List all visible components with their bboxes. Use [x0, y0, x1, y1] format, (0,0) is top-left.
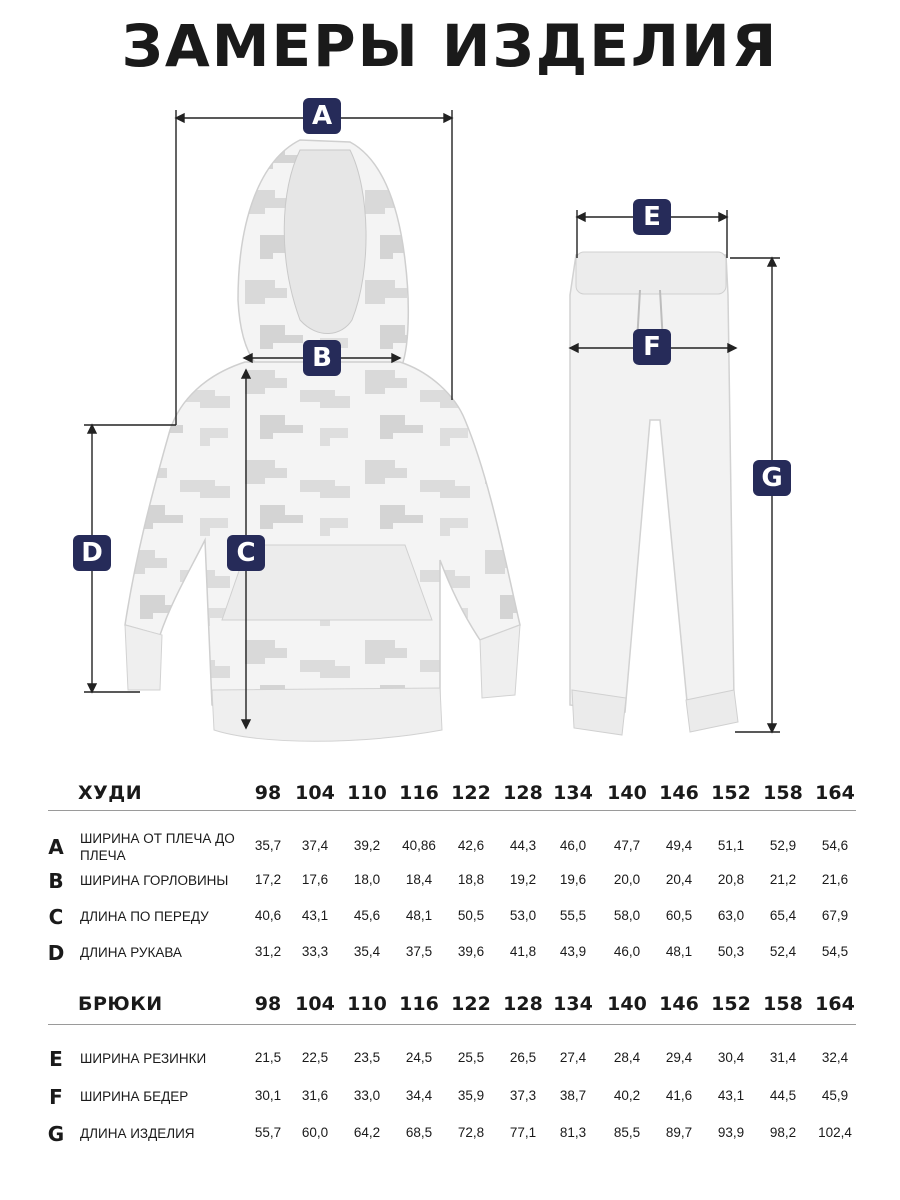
row-label: ДЛИНА РУКАВА	[80, 945, 182, 960]
table-cell: 55,5	[559, 908, 587, 923]
table-cell: 54,5	[821, 944, 849, 959]
table-cell: 35,9	[457, 1088, 485, 1103]
size-header: 104	[295, 993, 335, 1015]
table-cell: 47,7	[613, 838, 641, 853]
size-header: 152	[711, 993, 751, 1015]
table-cell: 29,4	[665, 1050, 693, 1065]
row-letter: F	[49, 1085, 63, 1109]
table-cell: 18,4	[405, 872, 433, 887]
badge-a: A	[303, 98, 341, 134]
table-cell: 68,5	[405, 1125, 433, 1140]
table-cell: 20,8	[717, 872, 745, 887]
row-letter: B	[48, 869, 64, 893]
table-cell: 27,4	[559, 1050, 587, 1065]
table-cell: 65,4	[769, 908, 797, 923]
table-cell: 25,5	[457, 1050, 485, 1065]
table-cell: 54,6	[821, 838, 849, 853]
table-cell: 20,0	[613, 872, 641, 887]
table-cell: 19,2	[509, 872, 537, 887]
badge-g: G	[753, 460, 791, 496]
table-cell: 53,0	[509, 908, 537, 923]
table-cell: 21,5	[254, 1050, 282, 1065]
size-header: 164	[815, 993, 855, 1015]
size-header: 128	[503, 782, 543, 804]
table-cell: 37,4	[301, 838, 329, 853]
table-cell: 48,1	[405, 908, 433, 923]
table-cell: 30,1	[254, 1088, 282, 1103]
table-cell: 85,5	[613, 1125, 641, 1140]
row-letter: D	[47, 941, 65, 965]
table-cell: 37,5	[405, 944, 433, 959]
table-cell: 24,5	[405, 1050, 433, 1065]
size-header: 110	[347, 993, 387, 1015]
table-cell: 60,5	[665, 908, 693, 923]
table-cell: 44,5	[769, 1088, 797, 1103]
table-cell: 17,2	[254, 872, 282, 887]
table-cell: 17,6	[301, 872, 329, 887]
table-cell: 18,0	[353, 872, 381, 887]
table-cell: 49,4	[665, 838, 693, 853]
table-cell: 60,0	[301, 1125, 329, 1140]
table-cell: 77,1	[509, 1125, 537, 1140]
table-cell: 31,6	[301, 1088, 329, 1103]
table-cell: 102,4	[818, 1125, 852, 1140]
table-cell: 51,1	[717, 838, 745, 853]
size-header: 140	[607, 993, 647, 1015]
row-label: ДЛИНА ПО ПЕРЕДУ	[80, 909, 209, 924]
table-cell: 58,0	[613, 908, 641, 923]
row-label: ШИРИНА РЕЗИНКИ	[80, 1051, 207, 1066]
table-cell: 45,9	[821, 1088, 849, 1103]
table-cell: 21,2	[769, 872, 797, 887]
size-header: 116	[399, 993, 439, 1015]
badge-e: E	[633, 199, 671, 235]
table-cell: 28,4	[613, 1050, 641, 1065]
table-cell: 52,9	[769, 838, 797, 853]
size-header: 140	[607, 782, 647, 804]
badge-d: D	[73, 535, 111, 571]
table-cell: 23,5	[353, 1050, 381, 1065]
size-header: 110	[347, 782, 387, 804]
table-cell: 35,4	[353, 944, 381, 959]
table-cell: 46,0	[613, 944, 641, 959]
size-header: 164	[815, 782, 855, 804]
table-cell: 31,2	[254, 944, 282, 959]
table-cell: 20,4	[665, 872, 693, 887]
hoodie-table-title: ХУДИ	[78, 782, 143, 804]
table-cell: 34,4	[405, 1088, 433, 1103]
size-header: 146	[659, 993, 699, 1015]
table-cell: 18,8	[457, 872, 485, 887]
size-header: 158	[763, 993, 803, 1015]
size-header: 158	[763, 782, 803, 804]
table-cell: 43,9	[559, 944, 587, 959]
table-cell: 33,3	[301, 944, 329, 959]
table-cell: 89,7	[665, 1125, 693, 1140]
table-cell: 41,6	[665, 1088, 693, 1103]
badge-f: F	[633, 329, 671, 365]
size-header: 122	[451, 993, 491, 1015]
table-cell: 67,9	[821, 908, 849, 923]
table-cell: 42,6	[457, 838, 485, 853]
page-title: ЗАМЕРЫ ИЗДЕЛИЯ	[121, 12, 779, 80]
pants-table-title: БРЮКИ	[78, 993, 163, 1015]
table-cell: 33,0	[353, 1088, 381, 1103]
table-cell: 43,1	[717, 1088, 745, 1103]
table-cell: 40,6	[254, 908, 282, 923]
table-cell: 30,4	[717, 1050, 745, 1065]
table-cell: 31,4	[769, 1050, 797, 1065]
size-header: 104	[295, 782, 335, 804]
table-cell: 98,2	[769, 1125, 797, 1140]
table-cell: 93,9	[717, 1125, 745, 1140]
table-cell: 37,3	[509, 1088, 537, 1103]
pants-table-divider	[48, 1024, 856, 1025]
table-cell: 45,6	[353, 908, 381, 923]
table-cell: 19,6	[559, 872, 587, 887]
size-header: 98	[254, 782, 282, 804]
row-letter: C	[48, 905, 64, 929]
table-cell: 38,7	[559, 1088, 587, 1103]
size-header: 134	[553, 782, 593, 804]
table-cell: 26,5	[509, 1050, 537, 1065]
table-cell: 72,8	[457, 1125, 485, 1140]
table-cell: 22,5	[301, 1050, 329, 1065]
hoodie-table-divider	[48, 810, 856, 811]
table-cell: 63,0	[717, 908, 745, 923]
row-letter: A	[48, 835, 64, 859]
table-cell: 39,2	[353, 838, 381, 853]
table-cell: 81,3	[559, 1125, 587, 1140]
row-label: ШИРИНА ОТ ПЛЕЧА ДО ПЛЕЧА	[80, 831, 235, 863]
row-label: ДЛИНА ИЗДЕЛИЯ	[80, 1126, 195, 1141]
table-cell: 50,5	[457, 908, 485, 923]
row-label: ШИРИНА ГОРЛОВИНЫ	[80, 873, 229, 888]
row-label: ШИРИНА БЕДЕР	[80, 1089, 189, 1104]
badge-b: B	[303, 340, 341, 376]
table-cell: 40,86	[402, 838, 436, 853]
table-cell: 43,1	[301, 908, 329, 923]
size-header: 134	[553, 993, 593, 1015]
table-cell: 32,4	[821, 1050, 849, 1065]
size-header: 152	[711, 782, 751, 804]
table-cell: 55,7	[254, 1125, 282, 1140]
size-header: 128	[503, 993, 543, 1015]
table-cell: 48,1	[665, 944, 693, 959]
table-cell: 64,2	[353, 1125, 381, 1140]
table-cell: 39,6	[457, 944, 485, 959]
row-letter: G	[47, 1122, 65, 1146]
size-header: 146	[659, 782, 699, 804]
badge-c: C	[227, 535, 265, 571]
size-header: 122	[451, 782, 491, 804]
table-cell: 35,7	[254, 838, 282, 853]
row-letter: E	[49, 1047, 63, 1071]
table-cell: 40,2	[613, 1088, 641, 1103]
table-cell: 46,0	[559, 838, 587, 853]
size-header: 116	[399, 782, 439, 804]
table-cell: 44,3	[509, 838, 537, 853]
table-cell: 21,6	[821, 872, 849, 887]
table-cell: 52,4	[769, 944, 797, 959]
size-header: 98	[254, 993, 282, 1015]
table-cell: 50,3	[717, 944, 745, 959]
table-cell: 41,8	[509, 944, 537, 959]
